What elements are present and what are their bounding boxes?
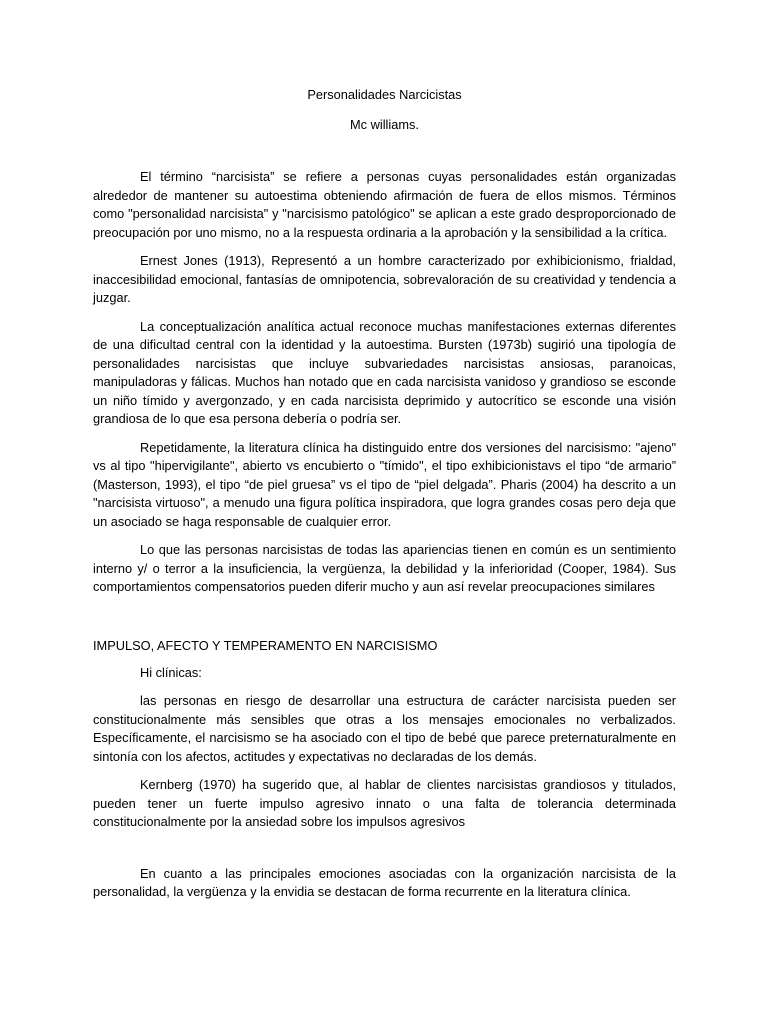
section-subheading: Hi clínicas: <box>140 664 202 680</box>
paragraph-conceptualization: La conceptualización analítica actual reconoce muchas manifestaciones externas diferentes de una dificultad central con la identidad y la autoestima. Bursten (1973b) sugirió una tipología de personalidades narcisistas que incluye subvariedades narcisistas ansiosas, paranoicas, manipuladoras y fálicas. Muchos han notado que en cada narcisista vanidoso y grandioso se esconde un niño tímido y avergonzado, y en cada narcisista deprimido y autocrítico se esconde una visión grandiosa de lo que esa persona debería o podría ser. <box>93 318 676 426</box>
document-page <box>93 86 676 902</box>
paragraph-definition: El término “narcisista” se refiere a personas cuyas personalidades están organizadas alrededor de mantener su autoestima obteniendo afirmación de fuera de ellos mismos. Términos como "personalidad narcisista" y "narcisismo patológico" se aplican a este grado desproporcionado de preocupación por uno mismo, no a la respuesta ordinaria a la aprobación y la sensibilidad a la crítica. <box>93 169 676 240</box>
paragraph-common-feeling: Lo que las personas narcisistas de todas las apariencias tienen en común es un sentimiento interno y/ o terror a la insuficiencia, la vergüenza, la debilidad y la inferioridad (Cooper, 1984). Sus comportamientos compensatorios pueden diferir mucho y aun así revelar preocupaciones similares <box>93 542 676 594</box>
paragraph-versions: Repetidamente, la literatura clínica ha distinguido entre dos versiones del narcisismo: "ajeno" vs al tipo "hipervigilante", abierto vs encubierto o "tímido", el tipo exhibicionistavs el tipo “de armario” (Masterson, 1993), el tipo “de piel gruesa” vs el tipo de “piel delgada”. Pharis (2004) ha descrito a un "narcisista virtuoso", a menudo una figura política inspiradora, que logra grandes cosas pero deja que un asociado se haga responsable de cualquier error. <box>93 439 676 529</box>
paragraph-ernest-jones: Ernest Jones (1913), Representó a un hombre caracterizado por exhibicionismo, frialdad, inaccesibilidad emocional, fantasías de omnipotencia, sobrevaloración de su creatividad y tendencia a juzgar. <box>93 253 676 305</box>
document-title: Personalidades Narcicistas <box>307 87 462 102</box>
paragraph-kernberg: Kernberg (1970) ha sugerido que, al hablar de clientes narcisistas grandiosos y titulados, pueden tener un fuerte impulso agresivo innato o una falta de tolerancia determinada constitucionalmente por la ansiedad sobre los impulsos agresivos <box>93 777 676 829</box>
document-author: Mc williams. <box>350 117 419 132</box>
paragraph-sensitivity: las personas en riesgo de desarrollar una estructura de carácter narcisista pueden ser constitucionalmente más sensibles que otras a los mensajes emocionales no verbalizados. Específicamente, el narcisismo se ha asociado con el tipo de bebé que parece preternaturalmente en sintonía con los afectos, actitudes y expectativas no declaradas de los demás. <box>93 693 676 764</box>
section-heading: IMPULSO, AFECTO Y TEMPERAMENTO EN NARCISISMO <box>93 637 438 653</box>
paragraph-emotions: En cuanto a las principales emociones asociadas con la organización narcisista de la personalidad, la vergüenza y la envidia se destacan de forma recurrente en la literatura clínica. <box>93 865 676 899</box>
